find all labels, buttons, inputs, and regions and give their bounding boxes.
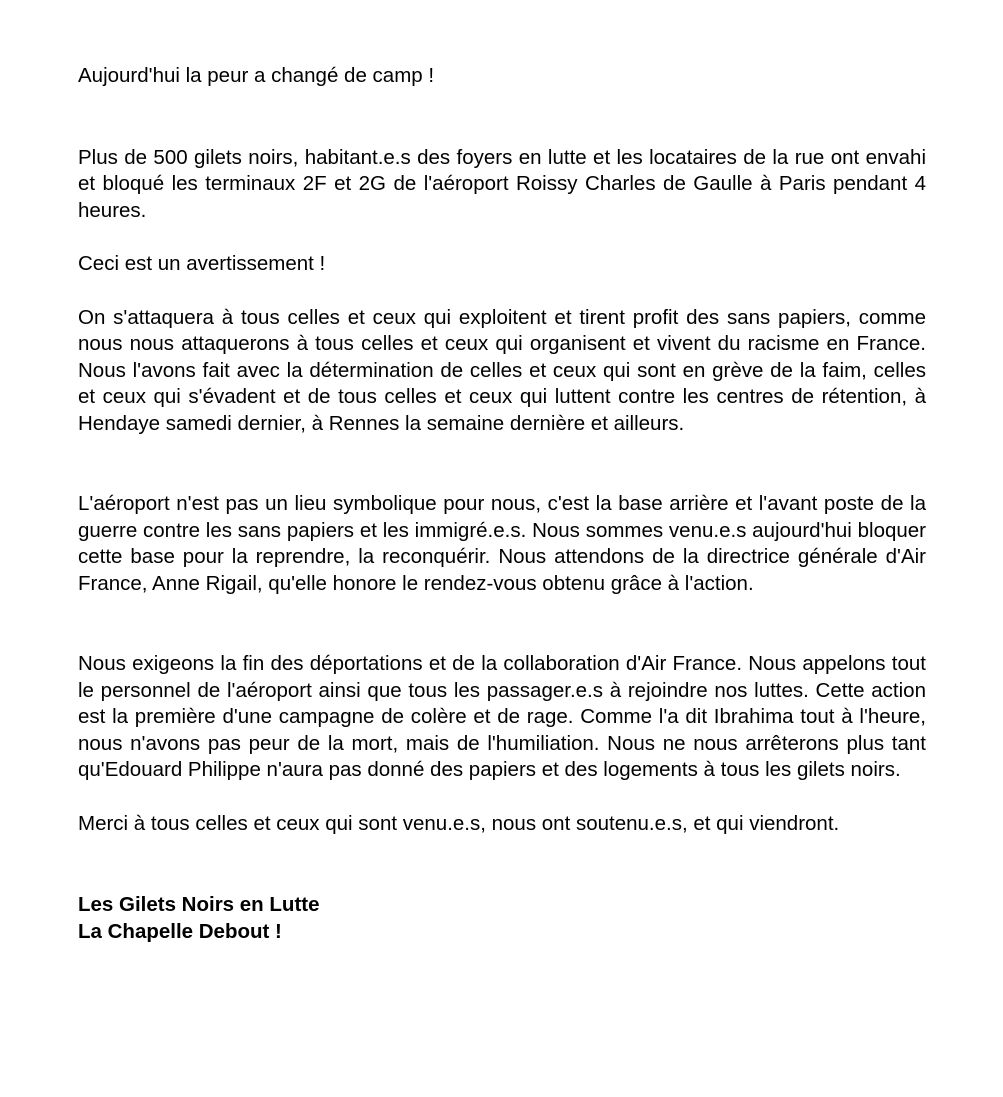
- paragraph-airport-blockade: Plus de 500 gilets noirs, habitant.e.s des foyers en lutte et les locataires de la rue ont envahi et bloqué les terminaux 2F et 2G de l'aéroport Roissy Charles de Gaulle à Paris pendant 4 heures.: [78, 145, 926, 222]
- opening-line: Aujourd'hui la peur a changé de camp !: [78, 64, 435, 87]
- paragraph-demands: Nous exigeons la fin des déportations et de la collaboration d'Air France. Nous appelons tout le personnel de l'aéroport ainsi que tous les passager.e.s à rejoindre nos luttes. Cette action est la première d'une campagne de colère et de rage. Comme l'a dit Ibrahima tout à l'heure, nous n'avons pas peur de la mort, mais de l'humiliation. Nous ne nous arrêterons plus tant qu'Edouard Philippe n'aura pas donné des papiers et des logements à tous les gilets noirs.: [78, 652, 926, 781]
- paragraph-thanks: Merci à tous celles et ceux qui sont venu.e.s, nous ont soutenu.e.s, et qui viendront.: [78, 811, 840, 835]
- paragraph-warning: Ceci est un avertissement !: [78, 252, 326, 275]
- signature-block: [78, 891, 926, 945]
- statement-document: [78, 63, 926, 945]
- signature-line-collective: Les Gilets Noirs en Lutte: [78, 893, 320, 916]
- paragraph-attack-exploiters: On s'attaquera à tous celles et ceux qui exploitent et tirent profit des sans papiers, comme nous nous attaquerons à tous celles et ceux qui organisent et vivent du racisme en France. Nous l'avons fait avec la détermination de celles et ceux qui sont en grève de la faim, celles et ceux qui s'évadent et de tous celles et ceux qui luttent contre les centres de rétention, à Hendaye samedi dernier, à Rennes la semaine dernière et ailleurs.: [78, 305, 926, 435]
- signature-line-group: La Chapelle Debout !: [78, 920, 282, 943]
- paragraph-airport-base: L'aéroport n'est pas un lieu symbolique pour nous, c'est la base arrière et l'avant poste de la guerre contre les sans papiers et les immigré.e.s. Nous sommes venu.e.s aujourd'hui bloquer cette base pour la reprendre, la reconquérir. Nous attendons de la directrice générale d'Air France, Anne Rigail, qu'elle honore le rendez-vous obtenu grâce à l'action.: [78, 492, 926, 595]
